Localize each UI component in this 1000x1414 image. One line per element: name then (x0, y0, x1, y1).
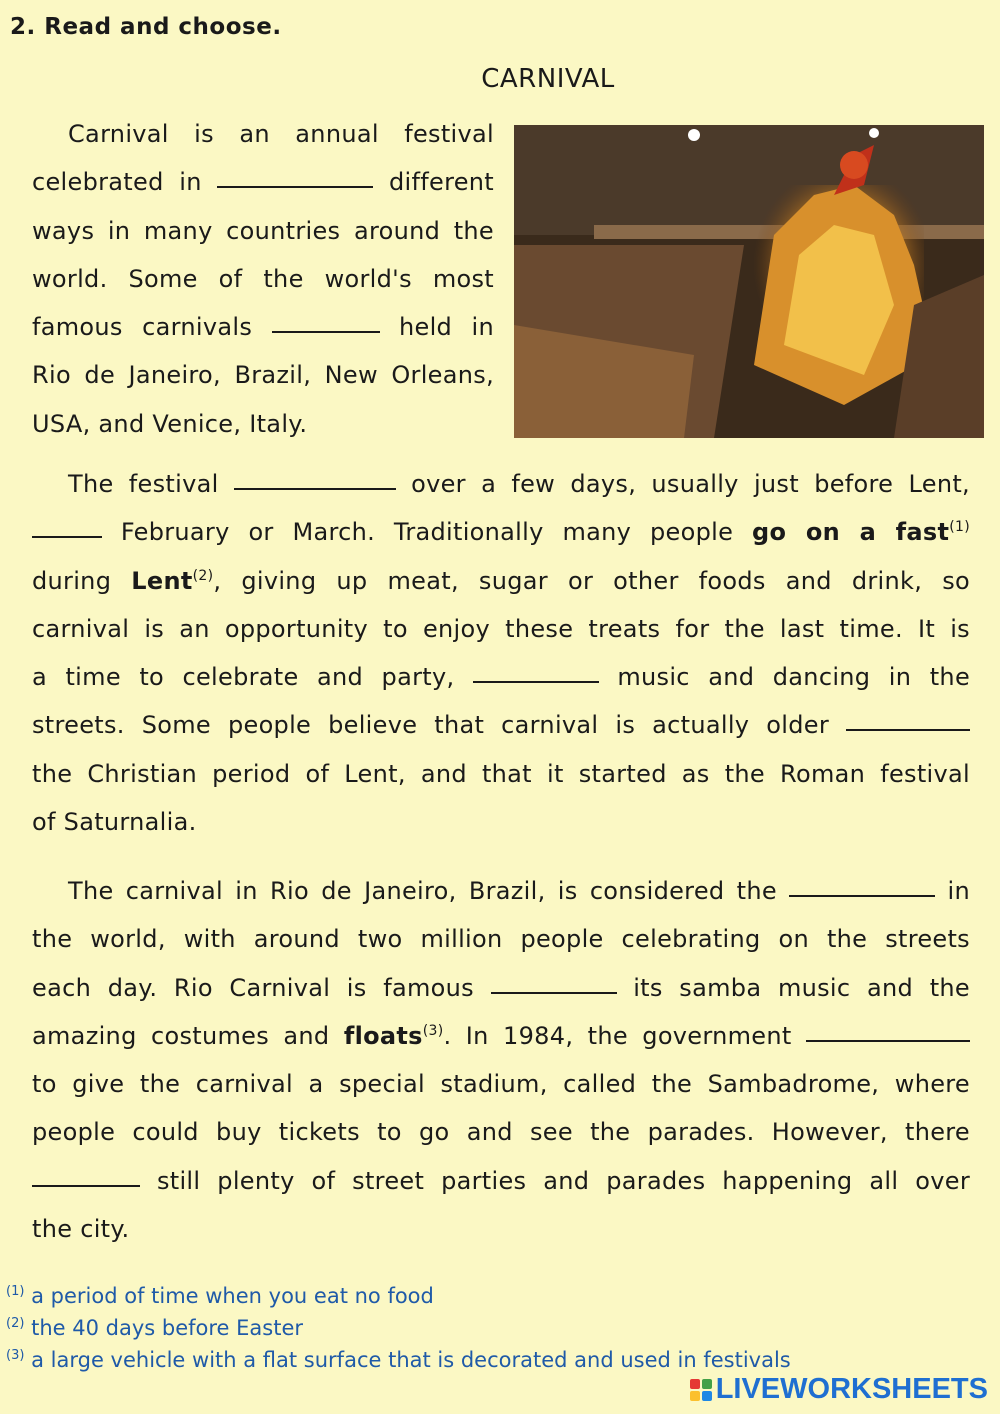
text-line: people could buy tickets to go and see the parades. However, there (32, 1118, 970, 1147)
footnote-1: $^{(1)}$ a period of time when you eat no food (6, 1284, 434, 1308)
text-line: during Lent$^{(2)}$, giving up meat, sugar or other foods and drink, so (32, 566, 970, 595)
paragraph-3 (32, 867, 970, 1253)
carnival-parade-photo (514, 125, 984, 438)
text-line: carnival is an opportunity to enjoy these treats for the last time. It is (32, 614, 970, 643)
text-line: to give the carnival a special stadium, called the Sambadrome, where (32, 1070, 970, 1099)
text-line: celebrated in different (32, 168, 495, 197)
blank-6[interactable] (846, 728, 970, 731)
text-line: of Saturnalia. (32, 808, 197, 837)
paragraph-2 (32, 460, 970, 846)
text-line: ways in many countries around the (32, 216, 494, 245)
text-line: still plenty of street parties and parades happening all over (32, 1157, 970, 1205)
text-line: a time to celebrate and party, music and dancing in the (32, 663, 971, 692)
text-line: world. Some of the world's most (32, 264, 494, 293)
blank-8[interactable] (491, 991, 617, 994)
text-line: Carnival is an annual festival (68, 120, 494, 148)
text-line: the world, with around two million people celebrating on the streets (32, 925, 970, 954)
blank-4[interactable] (32, 535, 102, 538)
blank-10[interactable] (32, 1184, 140, 1187)
footnote-ref-2: (2) (192, 567, 214, 584)
term-floats: floats (343, 1021, 423, 1050)
text-line: February or March. Traditionally many people go on a fast$^{(1)}$ (32, 508, 970, 556)
footnote-ref-1: (1) (949, 519, 971, 536)
liveworksheets-logo[interactable] (690, 1373, 988, 1406)
text-line: the Christian period of Lent, and that it started as the Roman festival (32, 759, 970, 788)
logo-text: LIVEWORKSHEETS (715, 1373, 988, 1405)
text-line: each day. Rio Carnival is famous its samba music and the (32, 973, 970, 1002)
blank-2[interactable] (272, 330, 380, 333)
carnival-illustration (514, 125, 984, 438)
logo-icon (690, 1379, 712, 1401)
text-line: famous carnivals held in (32, 313, 494, 342)
blank-1[interactable] (217, 185, 373, 188)
blank-7[interactable] (789, 894, 935, 897)
exercise-heading: 2. Read and choose. (10, 14, 282, 40)
blank-5[interactable] (473, 680, 599, 683)
blank-9[interactable] (806, 1039, 970, 1042)
paragraph-1 (32, 110, 494, 448)
term-fast: go on a fast (752, 518, 950, 547)
page-title: CARNIVAL (481, 64, 615, 94)
footnote-2: $^{(2)}$ the 40 days before Easter (6, 1316, 304, 1340)
text-line: USA, and Venice, Italy. (32, 409, 308, 438)
text-line: the city. (32, 1215, 130, 1244)
footnote-3: $^{(3)}$ a large vehicle with a flat surface that is decorated and used in festivals (6, 1348, 791, 1372)
text-line: The carnival in Rio de Janeiro, Brazil, is considered the in (68, 877, 970, 905)
text-line: amazing costumes and floats$^{(3)}$. In 1984, the government (32, 1012, 970, 1060)
footnotes (6, 1280, 791, 1376)
text-line: The festival over a few days, usually just before Lent, (68, 470, 970, 498)
text-line: Rio de Janeiro, Brazil, New Orleans, (32, 361, 494, 390)
blank-3[interactable] (234, 487, 396, 490)
text-line: streets. Some people believe that carnival is actually older (32, 701, 970, 749)
term-lent: Lent (131, 566, 193, 595)
footnote-ref-3: (3) (422, 1022, 444, 1039)
